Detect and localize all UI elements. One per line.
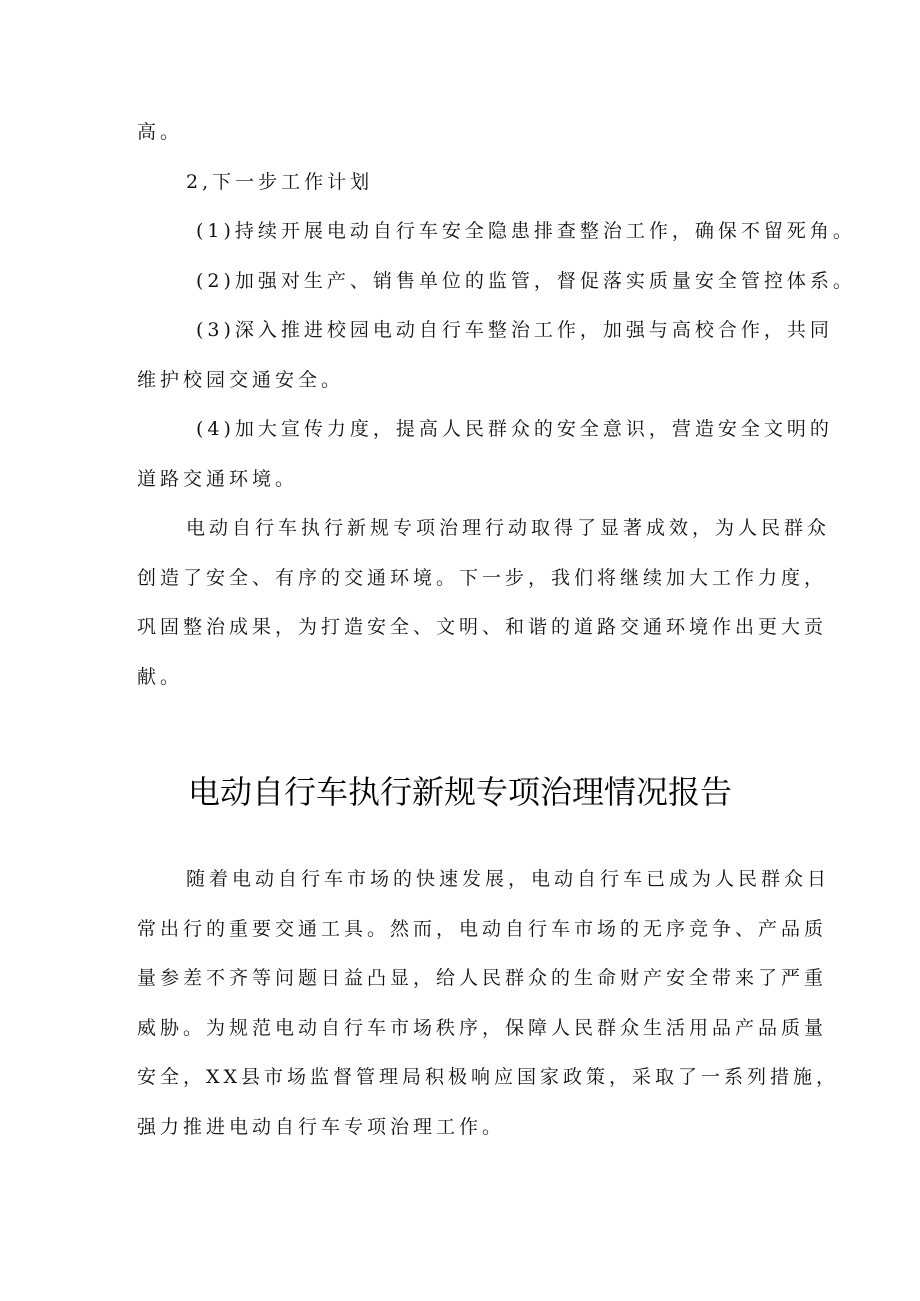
paragraph-line: 安全，XX县市场监督管理局积极响应国家政策，采取了一系列措施， — [137, 1066, 840, 1088]
paragraph-line: 献。 — [137, 666, 184, 688]
list-item: (4)加大宣传力度，提高人民群众的安全意识，营造安全文明的 — [196, 418, 833, 440]
section-heading: 2,下一步工作计划 — [186, 171, 374, 193]
list-item: (3)深入推进校园电动自行车整治工作，加强与高校合作，共同 — [196, 319, 833, 341]
report-title: 电动自行车执行新规专项治理情况报告 — [187, 773, 732, 811]
paragraph-line: 量参差不齐等问题日益凸显，给人民群众的生命财产安全带来了严重 — [137, 967, 828, 989]
list-item: (1)持续开展电动自行车安全隐患排查整治工作，确保不留死角。 — [196, 220, 856, 242]
list-item: (2)加强对生产、销售单位的监管，督促落实质量安全管控体系。 — [196, 270, 856, 292]
paragraph-line: 常出行的重要交通工具。然而，电动自行车市场的无序竞争、产品质 — [137, 918, 828, 940]
paragraph-line: 巩固整治成果，为打造安全、文明、和谐的道路交通环境作出更大贡 — [137, 616, 828, 638]
list-item-continuation: 维护校园交通安全。 — [137, 369, 345, 391]
paragraph-line: 威胁。为规范电动自行车市场秩序，保障人民群众生活用品产品质量 — [137, 1017, 828, 1039]
paragraph-line: 随着电动自行车市场的快速发展，电动自行车已成为人民群众日 — [186, 868, 831, 890]
paragraph-line: 创造了安全、有序的交通环境。下一步，我们将继续加大工作力度， — [137, 567, 828, 589]
paragraph-line: 电动自行车执行新规专项治理行动取得了显著成效，为人民群众 — [186, 517, 831, 539]
list-item-continuation: 道路交通环境。 — [137, 468, 299, 490]
paragraph-line: 强力推进电动自行车专项治理工作。 — [137, 1116, 506, 1138]
paragraph-line: 高。 — [137, 121, 184, 143]
